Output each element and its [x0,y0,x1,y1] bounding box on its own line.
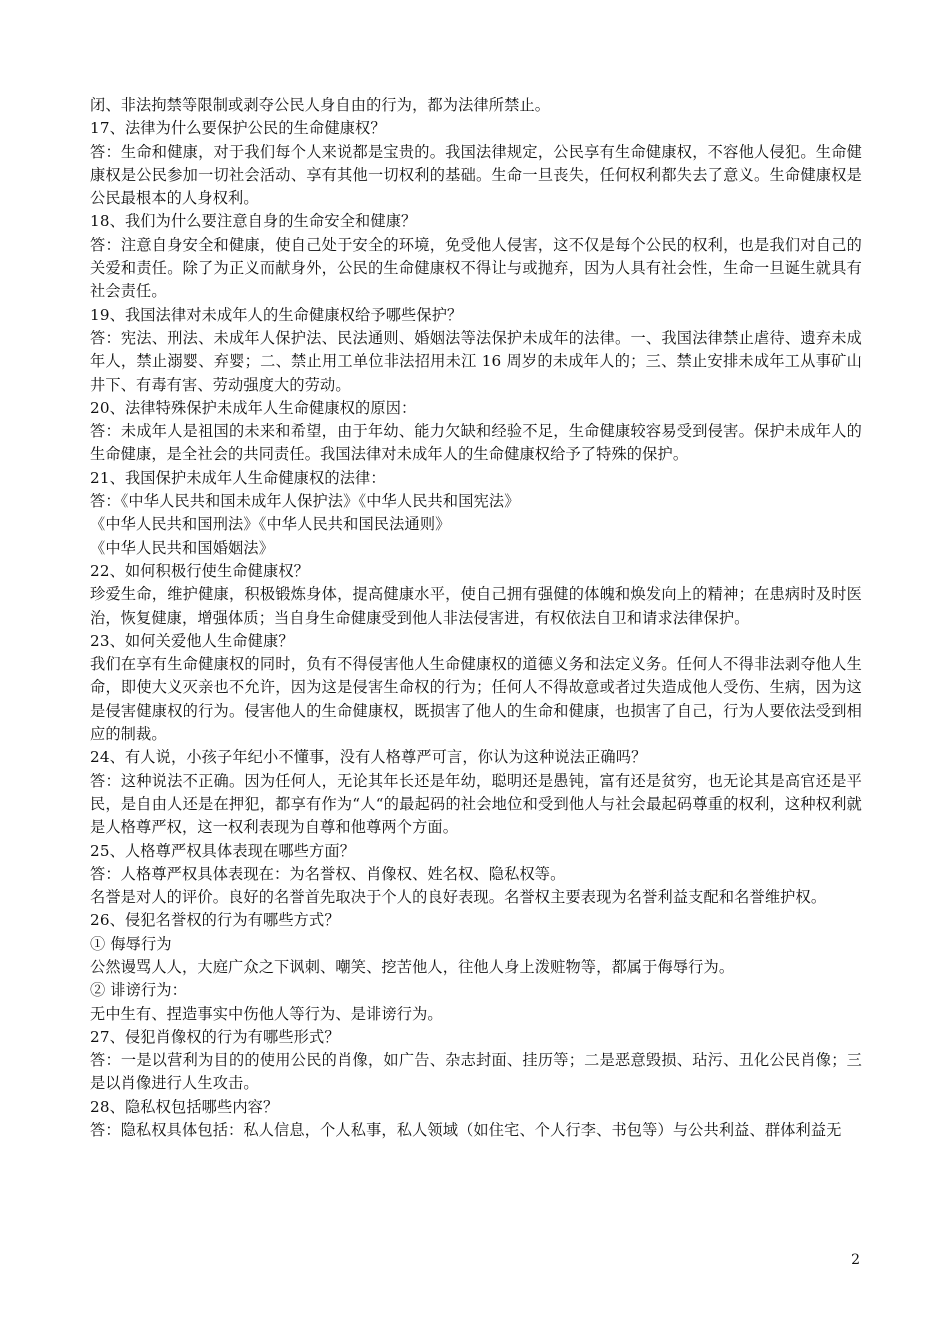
answer-paragraph-18: 答：注意自身安全和健康，使自己处于安全的环境，免受他人侵害，这不仅是每个公民的权利，也是我们对自己的关爱和责任。除了为正义而献身外，公民的生命健康权不得让与或抛弃，因为人具有社会性，生命一旦诞生就具有社会责任。 [90,235,862,301]
answer-paragraph-24: 答：这种说法不正确。因为任何人，无论其年长还是年幼，聪明还是愚钝，富有还是贫穷，也无论其是高官还是平民，是自由人还是在押犯，都享有作为“人“的最起码的社会地位和受到他人与社会最起码尊重的权利，这种权利就是人格尊严权，这一权利表现为自尊和他尊两个方面。 [90,771,862,837]
question-heading-24: 24、有人说，小孩子年纪小不懂事，没有人格尊严可言，你认为这种说法正确吗？ [90,748,647,767]
question-heading-25: 25、人格尊严权具体表现在哪些方面？ [90,841,356,860]
list-item-insult: ① 侮辱行为 [90,934,172,953]
question-heading-20: 20、法律特殊保护未成年人生命健康权的原因： [90,398,417,417]
question-heading-23: 23、如何关爱他人生命健康？ [90,631,294,650]
document-body [90,94,862,1142]
text-line: 闭、非法拘禁等限制或剥夺公民人身自由的行为，都为法律所禁止。 [90,96,551,114]
answer-line-21b: 《中华人民共和国刑法》《中华人民共和国民法通则》 [90,515,451,534]
question-heading-28: 28、隐私权包括哪些内容？ [90,1097,279,1116]
question-heading-19: 19、我国法律对未成年人的生命健康权给予哪些保护？ [90,305,463,324]
slander-description: 无中生有、捏造事实中伤他人等行为、是诽谤行为。 [90,1004,443,1023]
reputation-paragraph: 名誉是对人的评价。良好的名誉首先取决于个人的良好表现。名誉权主要表现为名誉利益支配和名誉维护权。 [90,888,827,907]
answer-paragraph-28: 答：隐私权具体包括：私人信息，个人私事，私人领域（如住宅、个人行李、书包等）与公共利益、群体利益无 [90,1121,842,1140]
question-heading-21: 21、我国保护未成年人生命健康权的法律： [90,468,386,487]
answer-line-21a: 答：《中华人民共和国未成年人保护法》《中华人民共和国宪法》 [90,492,520,511]
answer-paragraph-17: 答：生命和健康，对于我们每个人来说都是宝贵的。我国法律规定，公民享有生命健康权，不容他人侵犯。生命健康权是公民参加一切社会活动、享有其他一切权利的基础。生命一旦丧失，任何权利都失去了意义。生命健康权是公民最根本的人身权利。 [90,142,862,208]
answer-paragraph-27: 答：一是以营利为目的的使用公民的肖像，如广告、杂志封面、挂历等；二是恶意毁损、玷污、丑化公民肖像；三是以肖像进行人生攻击。 [90,1051,862,1093]
insult-description: 公然谩骂人人，大庭广众之下讽刺、嘲笑、挖苦他人，往他人身上泼赃物等，都属于侮辱行为。 [90,957,735,976]
list-item-slander: ② 诽谤行为： [90,981,188,1000]
answer-paragraph-19: 答：宪法、刑法、未成年人保护法、民法通则、婚姻法等法保护未成年的法律。一、我国法律禁止虐待、遗弃未成年人，禁止溺婴、弃婴；二、禁止用工单位非法招用未江 16 周岁的未成年人的；三、禁止安排未成年工从事矿山井下、有毒有害、劳动强度大的劳动。 [90,328,862,394]
answer-paragraph-20: 答：未成年人是祖国的未来和希望，由于年幼、能力欠缺和经验不足，生命健康较容易受到侵害。保护未成年人的生命健康，是全社会的共同责任。我国法律对未成年人的生命健康权给予了特殊的保护。 [90,422,862,464]
question-heading-22: 22、如何积极行使生命健康权？ [90,561,310,580]
question-heading-18: 18、我们为什么要注意自身的生命安全和健康？ [90,212,417,231]
answer-paragraph-25: 答：人格尊严权具体表现在：为名誉权、肖像权、姓名权、隐私权等。 [90,864,566,883]
page-number: 2 [851,1252,860,1268]
answer-line-21c: 《中华人民共和国婚姻法》 [90,538,275,557]
question-heading-17: 17、法律为什么要保护公民的生命健康权？ [90,119,386,138]
answer-paragraph-22: 珍爱生命，维护健康，积极锻炼身体，提高健康水平，使自己拥有强健的体魄和焕发向上的精神；在患病时及时医治，恢复健康，增强体质；当自身生命健康受到他人非法侵害进，有权依法自卫和请求法律保护。 [90,585,862,627]
question-heading-27: 27、侵犯肖像权的行为有哪些形式？ [90,1027,340,1046]
question-heading-26: 26、侵犯名誉权的行为有哪些方式？ [90,911,340,930]
answer-paragraph-23: 我们在享有生命健康权的同时，负有不得侵害他人生命健康权的道德义务和法定义务。任何人不得非法剥夺他人生命，即使大义灭亲也不允许，因为这是侵害生命权的行为；任何人不得故意或者过失造成他人受伤、生病，因为这是侵害健康权的行为。侵害他人的生命健康权，既损害了他人的生命和健康，也损害了自己，行为人要依法受到相应的制裁。 [90,655,862,744]
